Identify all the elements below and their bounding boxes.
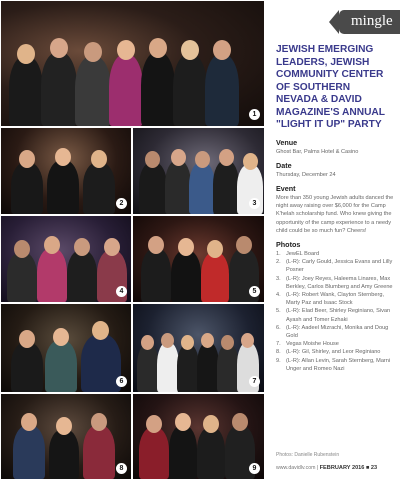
photo-number: 5 — [249, 286, 260, 297]
date-label: Date — [276, 160, 292, 170]
photo-number: 2 — [116, 198, 127, 209]
list-item: 6. (L-R): Aadeel Mizrachi, Monika and Doug Gold — [276, 324, 389, 339]
footer-site: www.davidlv.com | — [276, 465, 319, 471]
page-footer — [276, 465, 394, 471]
event-label: Event — [276, 183, 296, 193]
photo-number: 9 — [249, 463, 260, 474]
photo-number: 1 — [249, 109, 260, 120]
article-headline: JEWISH EMERGING LEADERS, JEWISH COMMUNITY CENTER OF SOUTHERN NEVADA & DAVID MAGAZINE'S ANNUAL "LIGHT IT UP" PARTY — [276, 44, 385, 130]
list-item: 3. (L-R): Joey Reyes, Haleema Linares, Max Berkley, Carlos Blumberg and Amy Greene — [276, 275, 393, 290]
photo-5 — [132, 215, 265, 303]
list-item: 9. (L-R): Allan Levin, Sarah Sternberg, Marni Unger and Romeo Nazi — [276, 357, 391, 372]
photo-3 — [132, 127, 265, 215]
photo-number: 3 — [249, 198, 260, 209]
photo-number: 7 — [249, 376, 260, 387]
photo-number: 4 — [116, 286, 127, 297]
photo-credit: Photos: Danielle Rubenstein — [276, 452, 340, 458]
photo-number: 6 — [116, 376, 127, 387]
venue-value: Ghost Bar, Palms Hotel & Casino — [276, 148, 359, 155]
list-item: 5. (L-R): Elad Beer, Shirley Reginiano, Sivan Ayash and Tomer Ezhaki — [276, 308, 391, 323]
photo-4 — [0, 215, 132, 303]
photo-captions-list — [276, 250, 394, 373]
photos-label: Photos — [276, 239, 301, 249]
section-tab-label: mingle — [351, 13, 393, 29]
photo-1 — [0, 0, 265, 127]
list-item: 2. (L-R): Carly Gould, Jessica Evans and Lilly Posner — [276, 259, 393, 274]
photo-2 — [0, 127, 132, 215]
photo-7 — [132, 303, 265, 393]
section-tab — [339, 10, 400, 34]
list-item: 4. (L-R): Robert Wank, Clayton Sternberg, Marty Paz and Isaac Stock — [276, 291, 385, 307]
footer-issue: FEBRUARY 2016 ■ 23 — [319, 465, 378, 471]
article-column — [276, 44, 394, 373]
photo-number: 8 — [116, 463, 127, 474]
list-item: 7. Vegas Moishe House — [276, 341, 339, 348]
event-description: More than 350 young Jewish adults danced the night away raising over $6,000 for the Camp K'helah scholarship fund. Who knew giving the opportunity of the camp experience to a needy child could be so much fun? Cheers! — [276, 194, 394, 234]
photo-6 — [0, 303, 132, 393]
photo-9 — [132, 393, 265, 480]
photo-8 — [0, 393, 132, 480]
section-tab-arrow — [329, 10, 339, 34]
venue-label: Venue — [276, 137, 298, 147]
list-item: 8. (L-R): Gil, Shirley, and Leor Reginiano — [276, 349, 381, 356]
date-value: Thursday, December 24 — [276, 171, 336, 178]
list-item: 1. JewEL Board — [276, 250, 320, 257]
